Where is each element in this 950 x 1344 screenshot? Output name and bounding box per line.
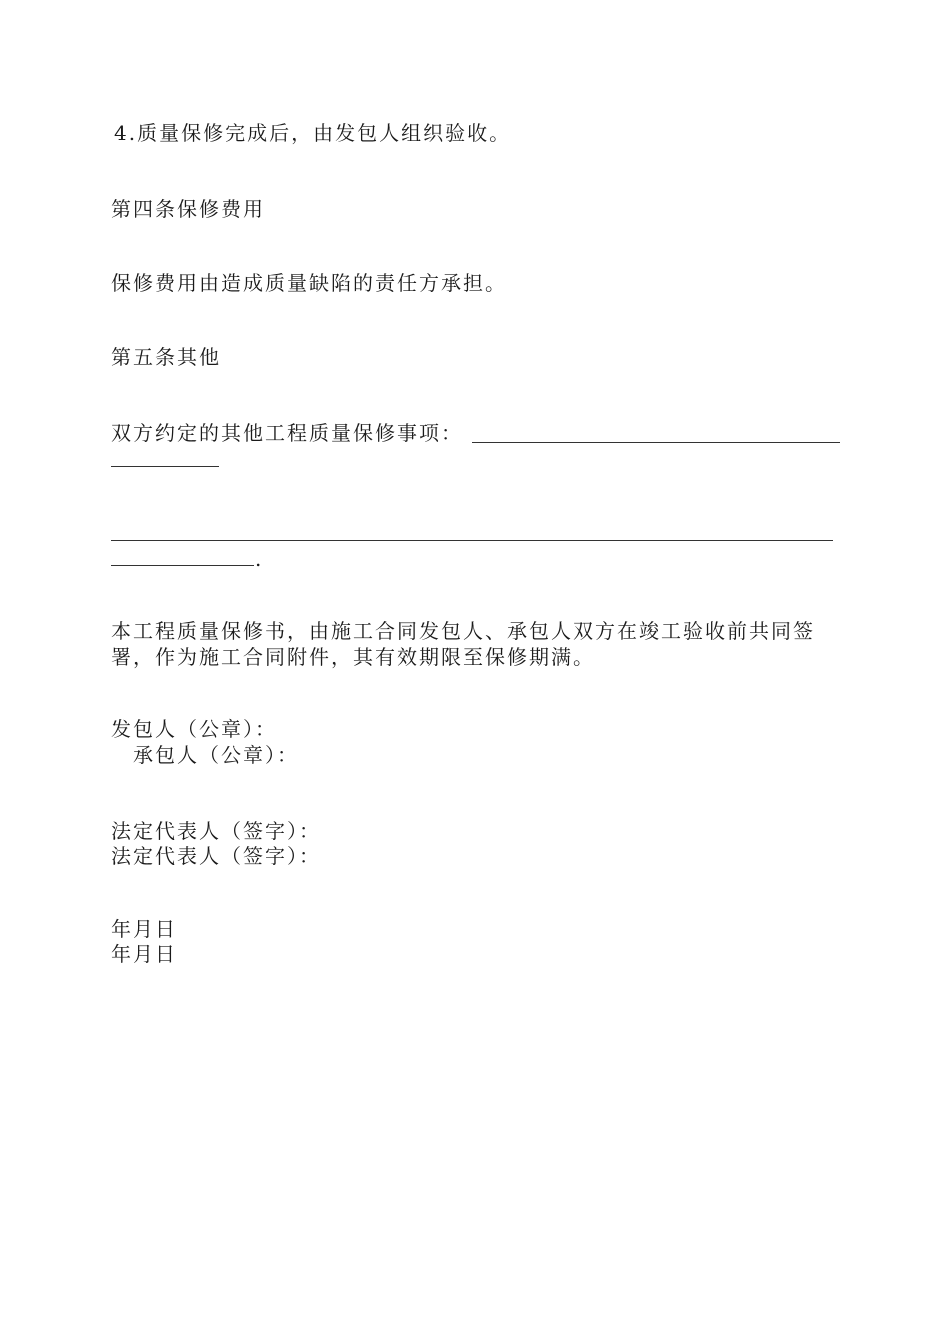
item-4-text: 4.质量保修完成后，由发包人组织验收。	[114, 121, 512, 145]
article-4-body: 保修费用由造成质量缺陷的责任方承担。	[111, 271, 507, 295]
contractor-representative-label: 法定代表人（签字）：	[111, 844, 321, 868]
blank-line	[111, 540, 833, 541]
contractor-date-label: 年月日	[111, 942, 177, 966]
employer-seal-label: 发包人（公章）：	[111, 717, 277, 741]
closing-paragraph-line-1: 本工程质量保修书，由施工合同发包人、承包人双方在竣工验收前共同签	[111, 619, 815, 643]
closing-paragraph-line-2: 署，作为施工合同附件，其有效期限至保修期满。	[111, 645, 595, 669]
employer-representative-label: 法定代表人（签字）：	[111, 819, 321, 843]
blank-line	[111, 466, 219, 467]
contractor-seal-label: 承包人（公章）：	[133, 743, 299, 767]
blank-end-period: .	[255, 547, 264, 571]
employer-date-label: 年月日	[111, 917, 177, 941]
article-5-body: 双方约定的其他工程质量保修事项：	[111, 421, 463, 445]
article-5-title: 第五条其他	[111, 345, 221, 369]
blank-line	[472, 442, 840, 443]
article-4-title: 第四条保修费用	[111, 197, 265, 221]
blank-line	[111, 565, 254, 566]
